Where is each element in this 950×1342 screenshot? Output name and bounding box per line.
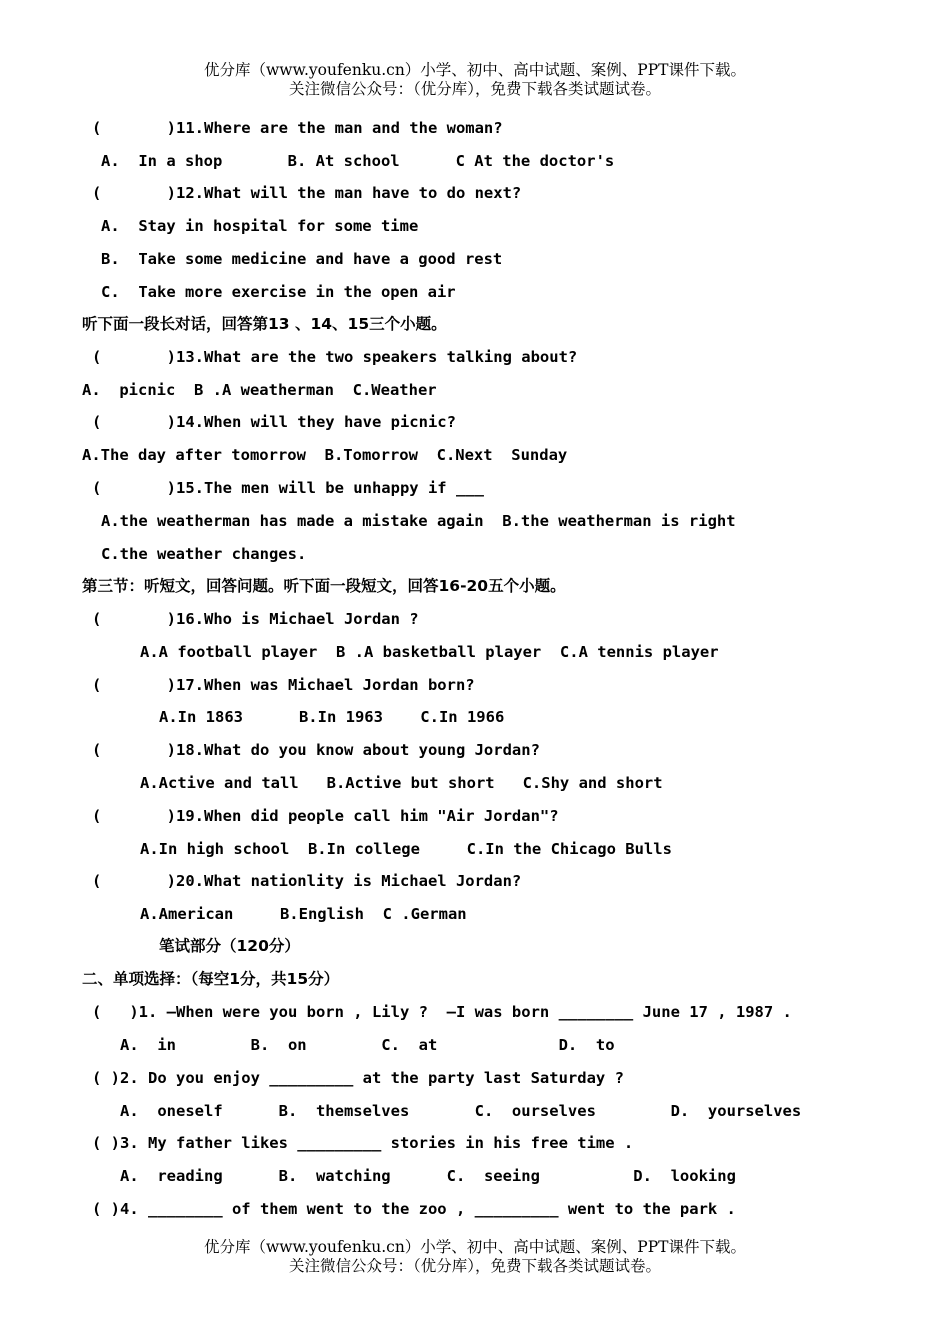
question-16: ( )16.Who is Michael Jordan ? bbox=[92, 610, 419, 628]
written-part-heading: 笔试部分（120分） bbox=[159, 937, 300, 955]
header-line-2: 关注微信公众号：（优分库），免费下载各类试题试卷。 bbox=[288, 80, 661, 98]
mc-options-2: A. oneself B. themselves C. ourselves D. yourselves bbox=[120, 1102, 802, 1120]
options-16: A.A football player B .A basketball player C.A tennis player bbox=[140, 643, 719, 661]
question-18: ( )18.What do you know about young Jordan? bbox=[92, 741, 540, 759]
question-19: ( )19.When did people call him "Air Jordan"? bbox=[92, 807, 559, 825]
mc-options-1: A. in B. on C. at D. to bbox=[120, 1036, 615, 1054]
question-11: ( )11.Where are the man and the woman? bbox=[92, 119, 503, 137]
question-14: ( )14.When will they have picnic? bbox=[92, 413, 456, 431]
options-15-ab: A.the weatherman has made a mistake again B.the weatherman is right bbox=[101, 512, 736, 530]
section-2-heading: 二、单项选择：（每空1分，共15分） bbox=[82, 970, 340, 988]
option-12-c: C. Take more exercise in the open air bbox=[101, 283, 456, 301]
option-12-a: A. Stay in hospital for some time bbox=[101, 217, 419, 235]
mc-question-4: ( )4. ________ of them went to the zoo , _________ went to the park . bbox=[92, 1200, 736, 1218]
options-15-c: C.the weather changes. bbox=[101, 545, 307, 563]
option-12-b: B. Take some medicine and have a good rest bbox=[101, 250, 503, 268]
question-15: ( )15.The men will be unhappy if ___ bbox=[92, 479, 484, 497]
mc-question-3: ( )3. My father likes _________ stories in his free time . bbox=[92, 1134, 634, 1152]
mc-question-2: ( )2. Do you enjoy _________ at the party last Saturday ? bbox=[92, 1069, 624, 1087]
section-instruction-long-dialogue: 听下面一段长对话，回答第13 、14、15三个小题。 bbox=[82, 315, 447, 333]
question-17: ( )17.When was Michael Jordan born? bbox=[92, 676, 475, 694]
footer-line-1: 优分库（www.youfenku.cn）小学、初中、高中试题、案例、PPT课件下载。 bbox=[203, 1238, 747, 1256]
mc-options-3: A. reading B. watching C. seeing D. looking bbox=[120, 1167, 736, 1185]
options-11: A. In a shop B. At school C At the doctor's bbox=[101, 152, 615, 170]
section-3-instruction: 第三节：听短文，回答问题。听下面一段短文，回答16-20五个小题。 bbox=[82, 577, 566, 595]
options-18: A.Active and tall B.Active but short C.Shy and short bbox=[140, 774, 663, 792]
question-12: ( )12.What will the man have to do next? bbox=[92, 184, 522, 202]
header-line-1: 优分库（www.youfenku.cn）小学、初中、高中试题、案例、PPT课件下载。 bbox=[203, 61, 747, 79]
footer-line-2: 关注微信公众号：（优分库），免费下载各类试题试卷。 bbox=[288, 1257, 661, 1275]
options-19: A.In high school B.In college C.In the Chicago Bulls bbox=[140, 840, 672, 858]
mc-question-1: ( )1. —When were you born , Lily ? —I was born ________ June 17 , 1987 . bbox=[92, 1003, 792, 1021]
options-14: A.The day after tomorrow B.Tomorrow C.Next Sunday bbox=[82, 446, 568, 464]
options-13: A. picnic B .A weatherman C.Weather bbox=[82, 381, 437, 399]
page-footer bbox=[0, 1238, 950, 1276]
options-17: A.In 1863 B.In 1963 C.In 1966 bbox=[159, 708, 505, 726]
options-20: A.American B.English C .German bbox=[140, 905, 467, 923]
page-header bbox=[0, 61, 950, 99]
question-20: ( )20.What nationlity is Michael Jordan? bbox=[92, 872, 522, 890]
question-13: ( )13.What are the two speakers talking about? bbox=[92, 348, 578, 366]
